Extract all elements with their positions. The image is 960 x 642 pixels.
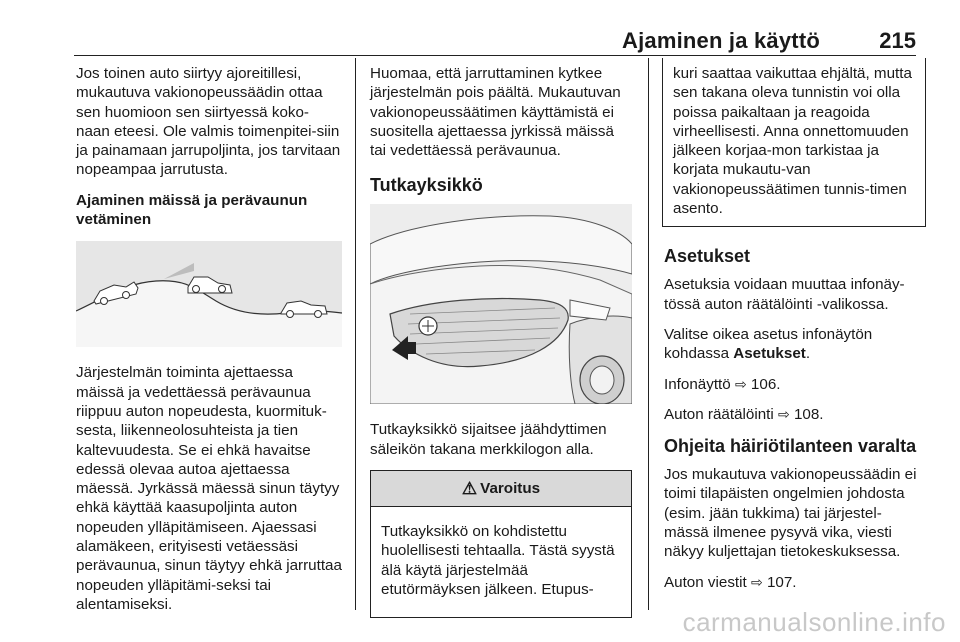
- hill-driving-illustration: [76, 241, 342, 347]
- watermark: carmanualsonline.info: [682, 607, 946, 637]
- paragraph: Tutkayksikkö sijaitsee jäähdyttimen säleikön takana merkkilogon alla.: [370, 421, 607, 458]
- page-title: Ajaminen ja käyttö: [622, 28, 820, 53]
- arrow-right-icon: ⇨: [750, 573, 763, 590]
- paragraph: Järjestelmän toiminta ajettaessa mäissä ja vedettäessä perävaunua riippuu auton nopeudesta, kuormituk-sesta, liikenneolosuhteista ja tien kaltevuudesta. Se ei ehkä havaitse edessä olevaa autoa ajettaessa mäessä. Jyrkässä mäessä sinun täytyy ehkä käyttää kaasupoljinta auton nopeuden ylläpitämiseen. Ajaessasi alamäkeen, erityisesti vetäessäsi perävaunua, sinun täytyy ehkä jarruttaa nopeuden ylläpitämi-seksi tai alentamiseksi.: [76, 364, 342, 613]
- warning-icon: ⚠: [461, 478, 478, 498]
- paragraph: Jos toinen auto siirtyy ajoreitillesi, mukautuva vakionopeussäädin ottaa sen huomioon sen siirtyessä koko-naan eteesi. Ole valmis toimenpitei-siin ja painamaan jarrupoljinta, jos tarvitaan nopeampaa jarrutusta.: [76, 65, 341, 179]
- cross-reference: Infonäyttö ⇨ 106.: [664, 375, 781, 393]
- warning-text: Tutkayksikkö on kohdistettu huolellisesti tehtaalla. Tästä syystä älä käytä järjestelmää etutörmäyksen jälkeen. Etupus-: [381, 523, 615, 598]
- warning-title: Varoitus: [480, 479, 541, 497]
- column-2: [370, 64, 634, 618]
- paragraph: Asetuksia voidaan muuttaa infonäy-tössä auton räätälöinti -valikossa.: [664, 276, 905, 313]
- cross-reference: Auton viestit ⇨ 107.: [664, 573, 797, 591]
- page-header: [74, 22, 916, 56]
- cross-reference: Auton räätälöinti ⇨ 108.: [664, 405, 824, 423]
- warning-text-continued: kuri saattaa vaikuttaa ehjältä, mutta sen takana oleva tunnistin voi olla poissa paikaltaan ja reagoida virheellisesti. Anna onnettomuuden jälkeen korjaa-mon tarkistaa ja korjata mukautu-van vakionopeussäätimen tunnis-timen asento.: [673, 65, 912, 218]
- column-divider: [648, 58, 649, 610]
- column-divider: [355, 58, 356, 610]
- arrow-right-icon: ⇨: [778, 405, 790, 422]
- section-heading: Tutkayksikkö: [370, 175, 483, 196]
- warning-header: [371, 471, 631, 507]
- section-heading: Ohjeita häiriötilanteen varalta: [664, 436, 917, 457]
- page-number: 215: [879, 28, 916, 53]
- paragraph: Huomaa, että jarruttaminen kytkee järjestelmän pois päältä. Mukautuvan vakionopeussäätimen käyttämistä ei suositella ajettaessa jyrkissä mäissä tai vedettäessä perävaunua.: [370, 65, 621, 160]
- paragraph: Valitse oikea asetus infonäytön kohdassa Asetukset.: [664, 325, 873, 363]
- section-heading: Ajaminen mäissä ja perävaunun vetäminen: [76, 191, 308, 229]
- settings-term: Asetukset: [733, 345, 806, 363]
- column-3: [664, 58, 926, 603]
- warning-box-continued: [662, 58, 926, 227]
- section-heading: Asetukset: [664, 246, 751, 267]
- radar-unit-illustration: [370, 204, 632, 404]
- column-1: [76, 64, 342, 625]
- paragraph: Jos mukautuva vakionopeussäädin ei toimi tilapäisten ongelmien johdosta (esim. jään tukkima) tai järjestel-mässä ilmenee pysyvä vika, viesti näkyy kuljettajan tietokeskuksessa.: [664, 466, 917, 561]
- warning-box: [370, 470, 632, 618]
- arrow-right-icon: ⇨: [734, 375, 747, 392]
